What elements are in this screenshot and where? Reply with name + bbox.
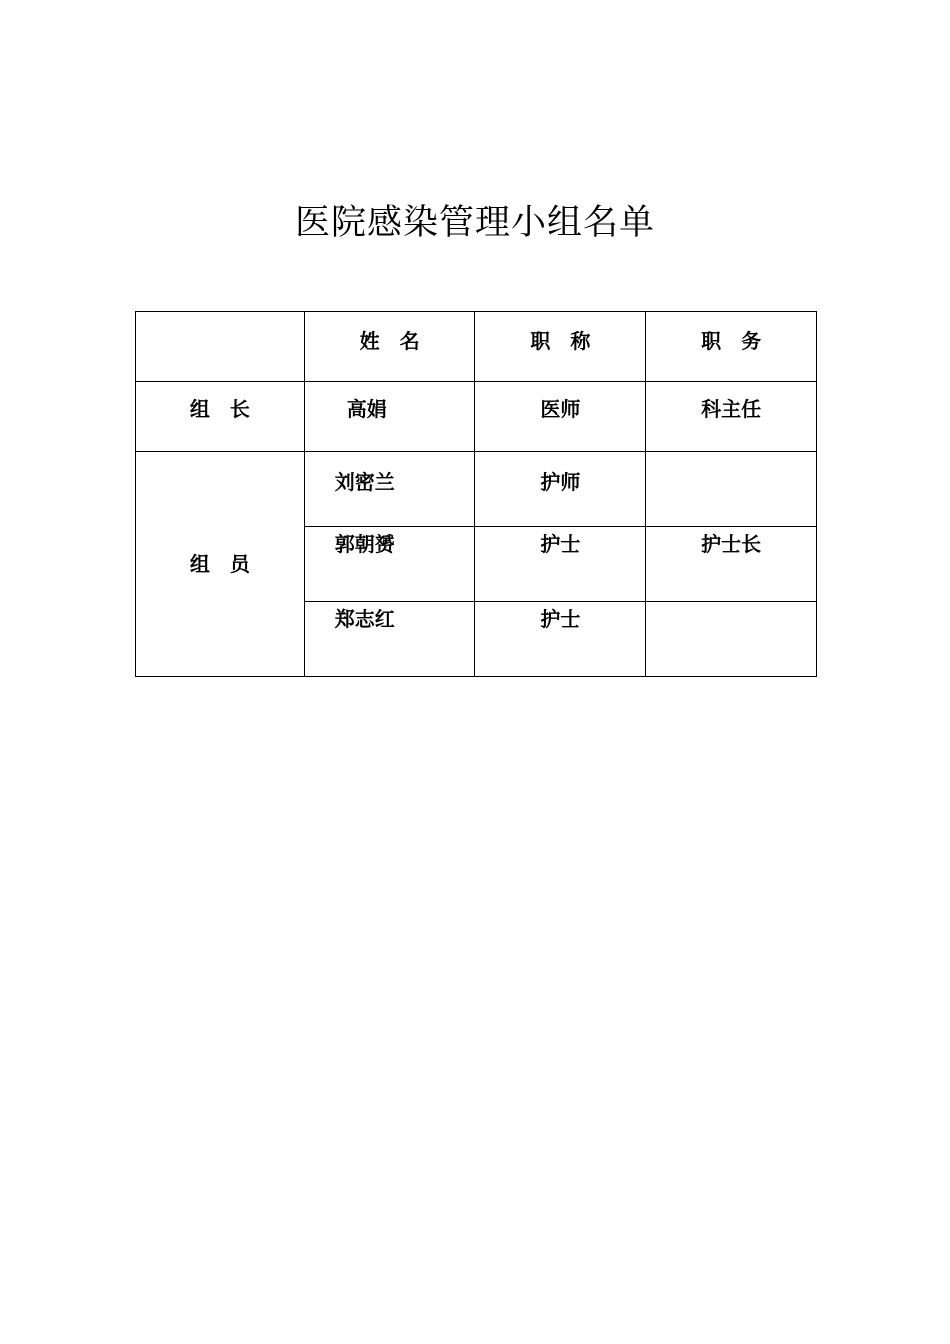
table-row-member xyxy=(136,452,817,527)
member-name: 刘密兰 xyxy=(334,470,395,494)
member-title-cell xyxy=(475,452,646,527)
header-title-label: 职 称 xyxy=(530,329,591,353)
leader-title: 医师 xyxy=(540,397,581,421)
leader-role-label: 组 长 xyxy=(189,397,250,421)
leader-name-cell xyxy=(304,382,475,452)
leader-duty: 科主任 xyxy=(701,397,762,421)
header-cell-duty xyxy=(646,312,817,382)
members-role-cell xyxy=(136,452,305,677)
leader-title-cell xyxy=(475,382,646,452)
member-name-cell xyxy=(304,452,475,527)
member-title: 护师 xyxy=(540,470,581,494)
table-row-leader xyxy=(136,382,817,452)
member-name: 郑志红 xyxy=(334,607,395,631)
header-cell-name xyxy=(304,312,475,382)
member-title-cell xyxy=(475,602,646,677)
member-title-cell xyxy=(475,527,646,602)
header-cell-role xyxy=(136,312,305,382)
page-title: 医院感染管理小组名单 xyxy=(294,203,655,243)
member-name-cell xyxy=(304,602,475,677)
header-duty-label: 职 务 xyxy=(701,329,762,353)
leader-role-cell xyxy=(136,382,305,452)
member-duty xyxy=(646,602,816,606)
member-duty-cell xyxy=(646,527,817,602)
member-duty-cell xyxy=(646,602,817,677)
member-title: 护士 xyxy=(540,607,581,631)
members-role-label: 组 员 xyxy=(189,552,250,576)
member-title: 护士 xyxy=(540,532,581,556)
member-name-cell xyxy=(304,527,475,602)
member-duty-cell xyxy=(646,452,817,527)
leader-duty-cell xyxy=(646,382,817,452)
member-duty xyxy=(646,452,816,469)
member-duty: 护士长 xyxy=(701,532,762,556)
leader-name: 高娟 xyxy=(346,397,387,421)
table-header-row xyxy=(136,312,817,382)
member-name: 郭朝赟 xyxy=(334,532,395,556)
header-name-label: 姓 名 xyxy=(359,329,420,353)
header-cell-title xyxy=(475,312,646,382)
roster-table xyxy=(135,311,817,677)
header-role-label xyxy=(136,312,304,328)
